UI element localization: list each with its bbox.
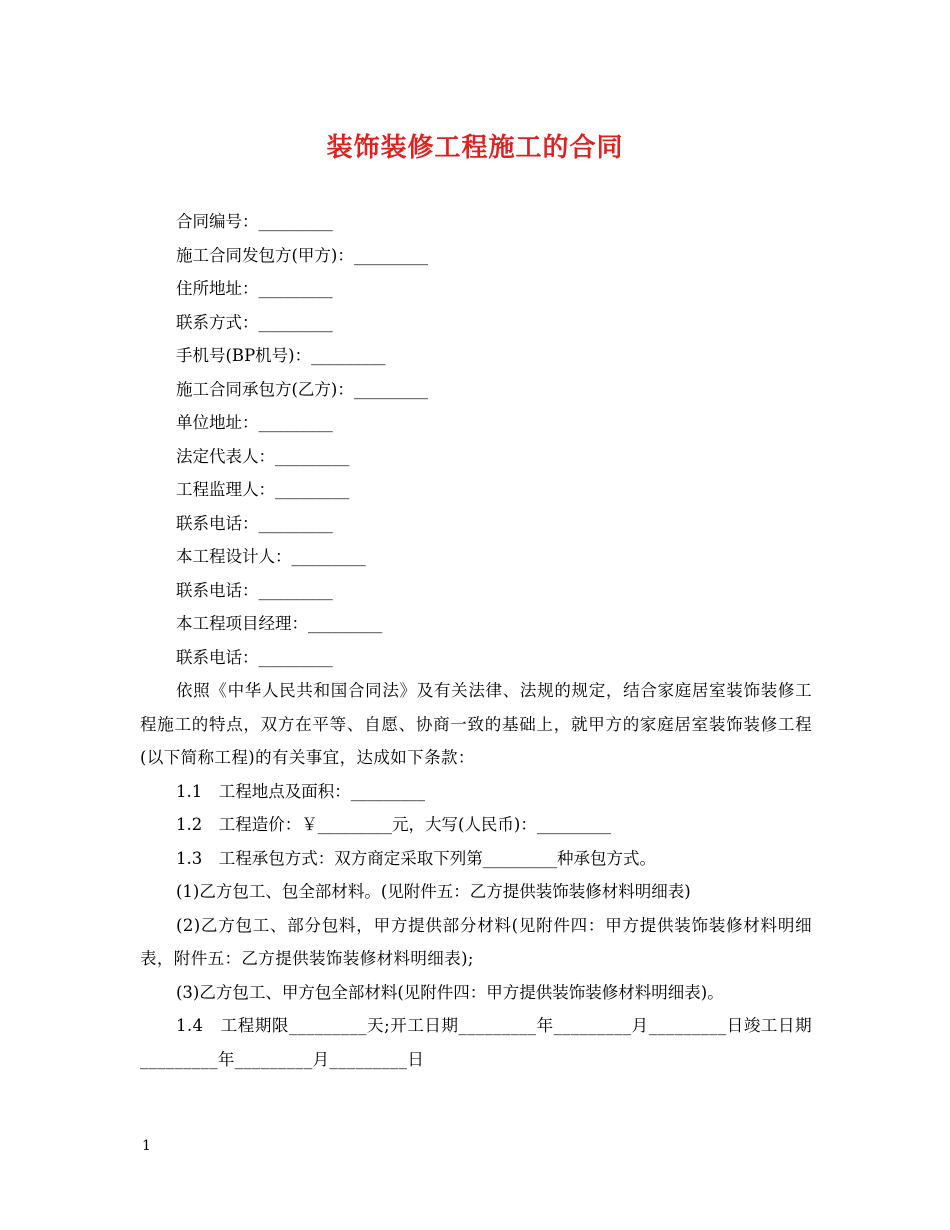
field-party-b: 施工合同承包方(乙方)：_________ xyxy=(176,379,429,399)
field-mobile: 手机号(BP机号)：_________ xyxy=(176,346,386,365)
field-designer-phone: 联系电话：_________ xyxy=(176,580,333,600)
clause-1-4: 1.4 工程期限_________天;开工日期_________年_________月_________日竣工日期_________年_________月_________日 xyxy=(140,1016,812,1069)
field-party-a: 施工合同发包方(甲方)：_________ xyxy=(176,245,429,265)
field-legal-representative: 法定代表人：_________ xyxy=(176,446,350,466)
document-title: 装饰装修工程施工的合同 xyxy=(326,133,624,163)
field-supervisor-phone: 联系电话：_________ xyxy=(176,513,333,533)
page-number: 1 xyxy=(142,1138,151,1154)
field-contract-number: 合同编号：_________ xyxy=(176,212,333,231)
clause-option-2: (2)乙方包工、部分包料，甲方提供部分材料(见附件四：甲方提供装饰装修材料明细表，附件五：乙方提供装饰装修材料明细表); xyxy=(140,915,812,968)
field-manager-phone: 联系电话：_________ xyxy=(176,647,333,667)
field-residence-address: 住所地址：_________ xyxy=(176,279,333,298)
document-body xyxy=(140,205,812,1076)
clause-option-1: (1)乙方包工、包全部材料。(见附件五：乙方提供装饰装修材料明细表) xyxy=(176,882,691,901)
field-project-manager: 本工程项目经理：_________ xyxy=(176,614,383,633)
intro-paragraph: 依照《中华人民共和国合同法》及有关法律、法规的规定，结合家庭居室装饰装修工程施工的特点，双方在平等、自愿、协商一致的基础上，就甲方的家庭居室装饰装修工程(以下简称工程)的有关事宜，达成如下条款： xyxy=(140,681,812,767)
clause-1-1: 1.1 工程地点及面积：_________ xyxy=(176,781,425,801)
field-contact-method: 联系方式：_________ xyxy=(176,312,333,332)
clause-1-3: 1.3 工程承包方式：双方商定采取下列第_________种承包方式。 xyxy=(176,848,656,868)
field-designer: 本工程设计人：_________ xyxy=(176,547,366,566)
clause-option-3: (3)乙方包工、甲方包全部材料(见附件四：甲方提供装饰装修材料明细表)。 xyxy=(176,982,724,1002)
field-supervisor: 工程监理人：_________ xyxy=(176,480,350,499)
clause-1-2: 1.2 工程造价：￥_________元，大写(人民币)：_________ xyxy=(176,815,612,834)
field-company-address: 单位地址：_________ xyxy=(176,413,333,432)
